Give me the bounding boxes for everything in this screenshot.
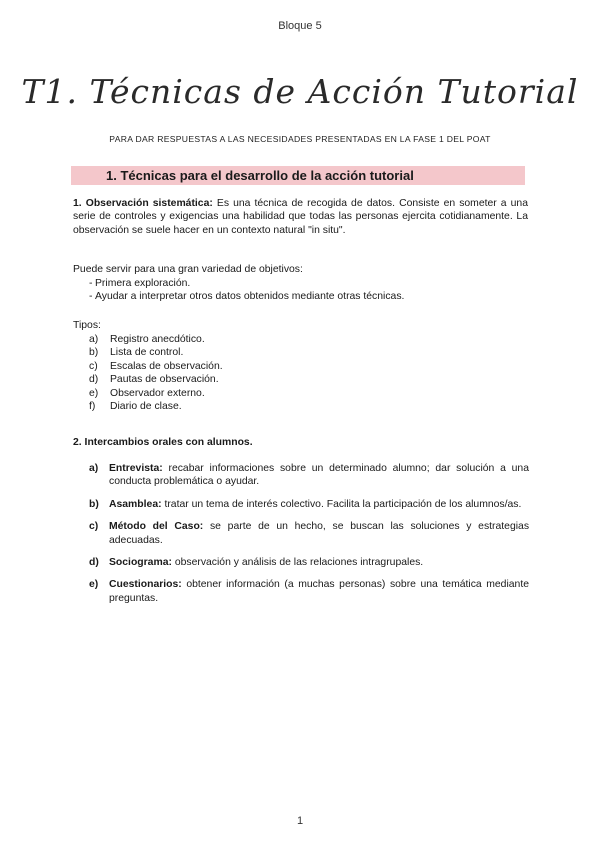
item-text: recabar informaciones sobre un determinado alumno; dar solución a una conducta problemática o ayudar. [109, 463, 529, 488]
list-item-text: Pautas de observación. [110, 374, 219, 386]
section-title-text: Técnicas para el desarrollo de la acción tutorial [120, 168, 414, 183]
list-item-text: Escalas de observación. [110, 360, 223, 372]
list-item [73, 360, 528, 373]
item-text: obtener información (a muchas personas) sobre una temática mediante preguntas. [109, 579, 529, 604]
list-item-text: Registro anecdótico. [110, 334, 205, 345]
page-header: Bloque 5 [278, 20, 322, 32]
item-lead: Sociograma: [109, 557, 172, 569]
list-marker: d) [89, 374, 99, 386]
item-lead: Asamblea: [109, 498, 162, 510]
observacion-text: Es una técnica de recogida de datos. Consiste en someter a una serie de controles y exigencias una habilidad que todas las personas ejercita cotidianamente. La observación se suele hacer en un contexto natural "in situ". [73, 198, 528, 236]
list-item-text: Lista de control. [110, 347, 184, 359]
list-marker: f) [89, 401, 96, 413]
list-item-text: Diario de clase. [110, 401, 182, 413]
list-item: - Ayudar a interpretar otros datos obtenidos mediante otras técnicas. [73, 290, 528, 303]
list-item [89, 462, 529, 489]
list-marker: e) [89, 387, 99, 399]
item-lead: Método del Caso: [109, 521, 204, 533]
document-title: T1. Técnicas de Acción Tutorial [21, 72, 579, 111]
item-text: observación y análisis de las relaciones intragrupales. [171, 557, 424, 569]
objetivos-list [73, 277, 528, 304]
list-marker: d) [89, 557, 99, 569]
item-text: se parte de un hecho, se buscan las soluciones y estrategias adecuadas. [109, 521, 530, 546]
item-lead: Cuestionarios: [109, 579, 182, 591]
list-marker: a) [89, 334, 99, 345]
list-item [73, 346, 528, 359]
tipos-label: Tipos: [73, 320, 101, 331]
list-item [89, 556, 529, 569]
item-text: tratar un tema de interés colectivo. Facilita la participación de los alumnos/as. [161, 498, 522, 510]
list-marker: c) [89, 360, 98, 372]
list-item [89, 578, 529, 605]
list-item [73, 387, 528, 400]
section-heading [106, 168, 414, 183]
list-marker: a) [89, 463, 99, 474]
list-marker: c) [89, 521, 99, 533]
observacion-paragraph [73, 197, 528, 237]
list-item [89, 498, 529, 511]
list-item [73, 400, 528, 413]
list-marker: b) [89, 498, 99, 510]
list-item [73, 333, 528, 346]
list-item [89, 520, 529, 547]
page-number: 1 [296, 815, 304, 827]
intercambios-list [89, 462, 529, 614]
list-item-text: Observador externo. [110, 387, 205, 399]
document-subtitle: PARA DAR RESPUESTAS A LAS NECESIDADES PRESENTADAS EN LA FASE 1 DEL POAT [109, 134, 491, 144]
item-lead: Entrevista: [109, 463, 163, 474]
intercambios-heading: 2. Intercambios orales con alumnos. [73, 437, 253, 448]
list-item [73, 373, 528, 386]
list-marker: e) [89, 579, 99, 591]
section-number: 1. [106, 168, 117, 183]
objetivos-intro: Puede servir para una gran variedad de objetivos: [73, 264, 303, 275]
list-item: - Primera exploración. [73, 277, 528, 290]
list-marker: b) [89, 347, 99, 359]
observacion-lead: 1. Observación sistemática: [73, 198, 213, 209]
tipos-list [73, 333, 528, 413]
